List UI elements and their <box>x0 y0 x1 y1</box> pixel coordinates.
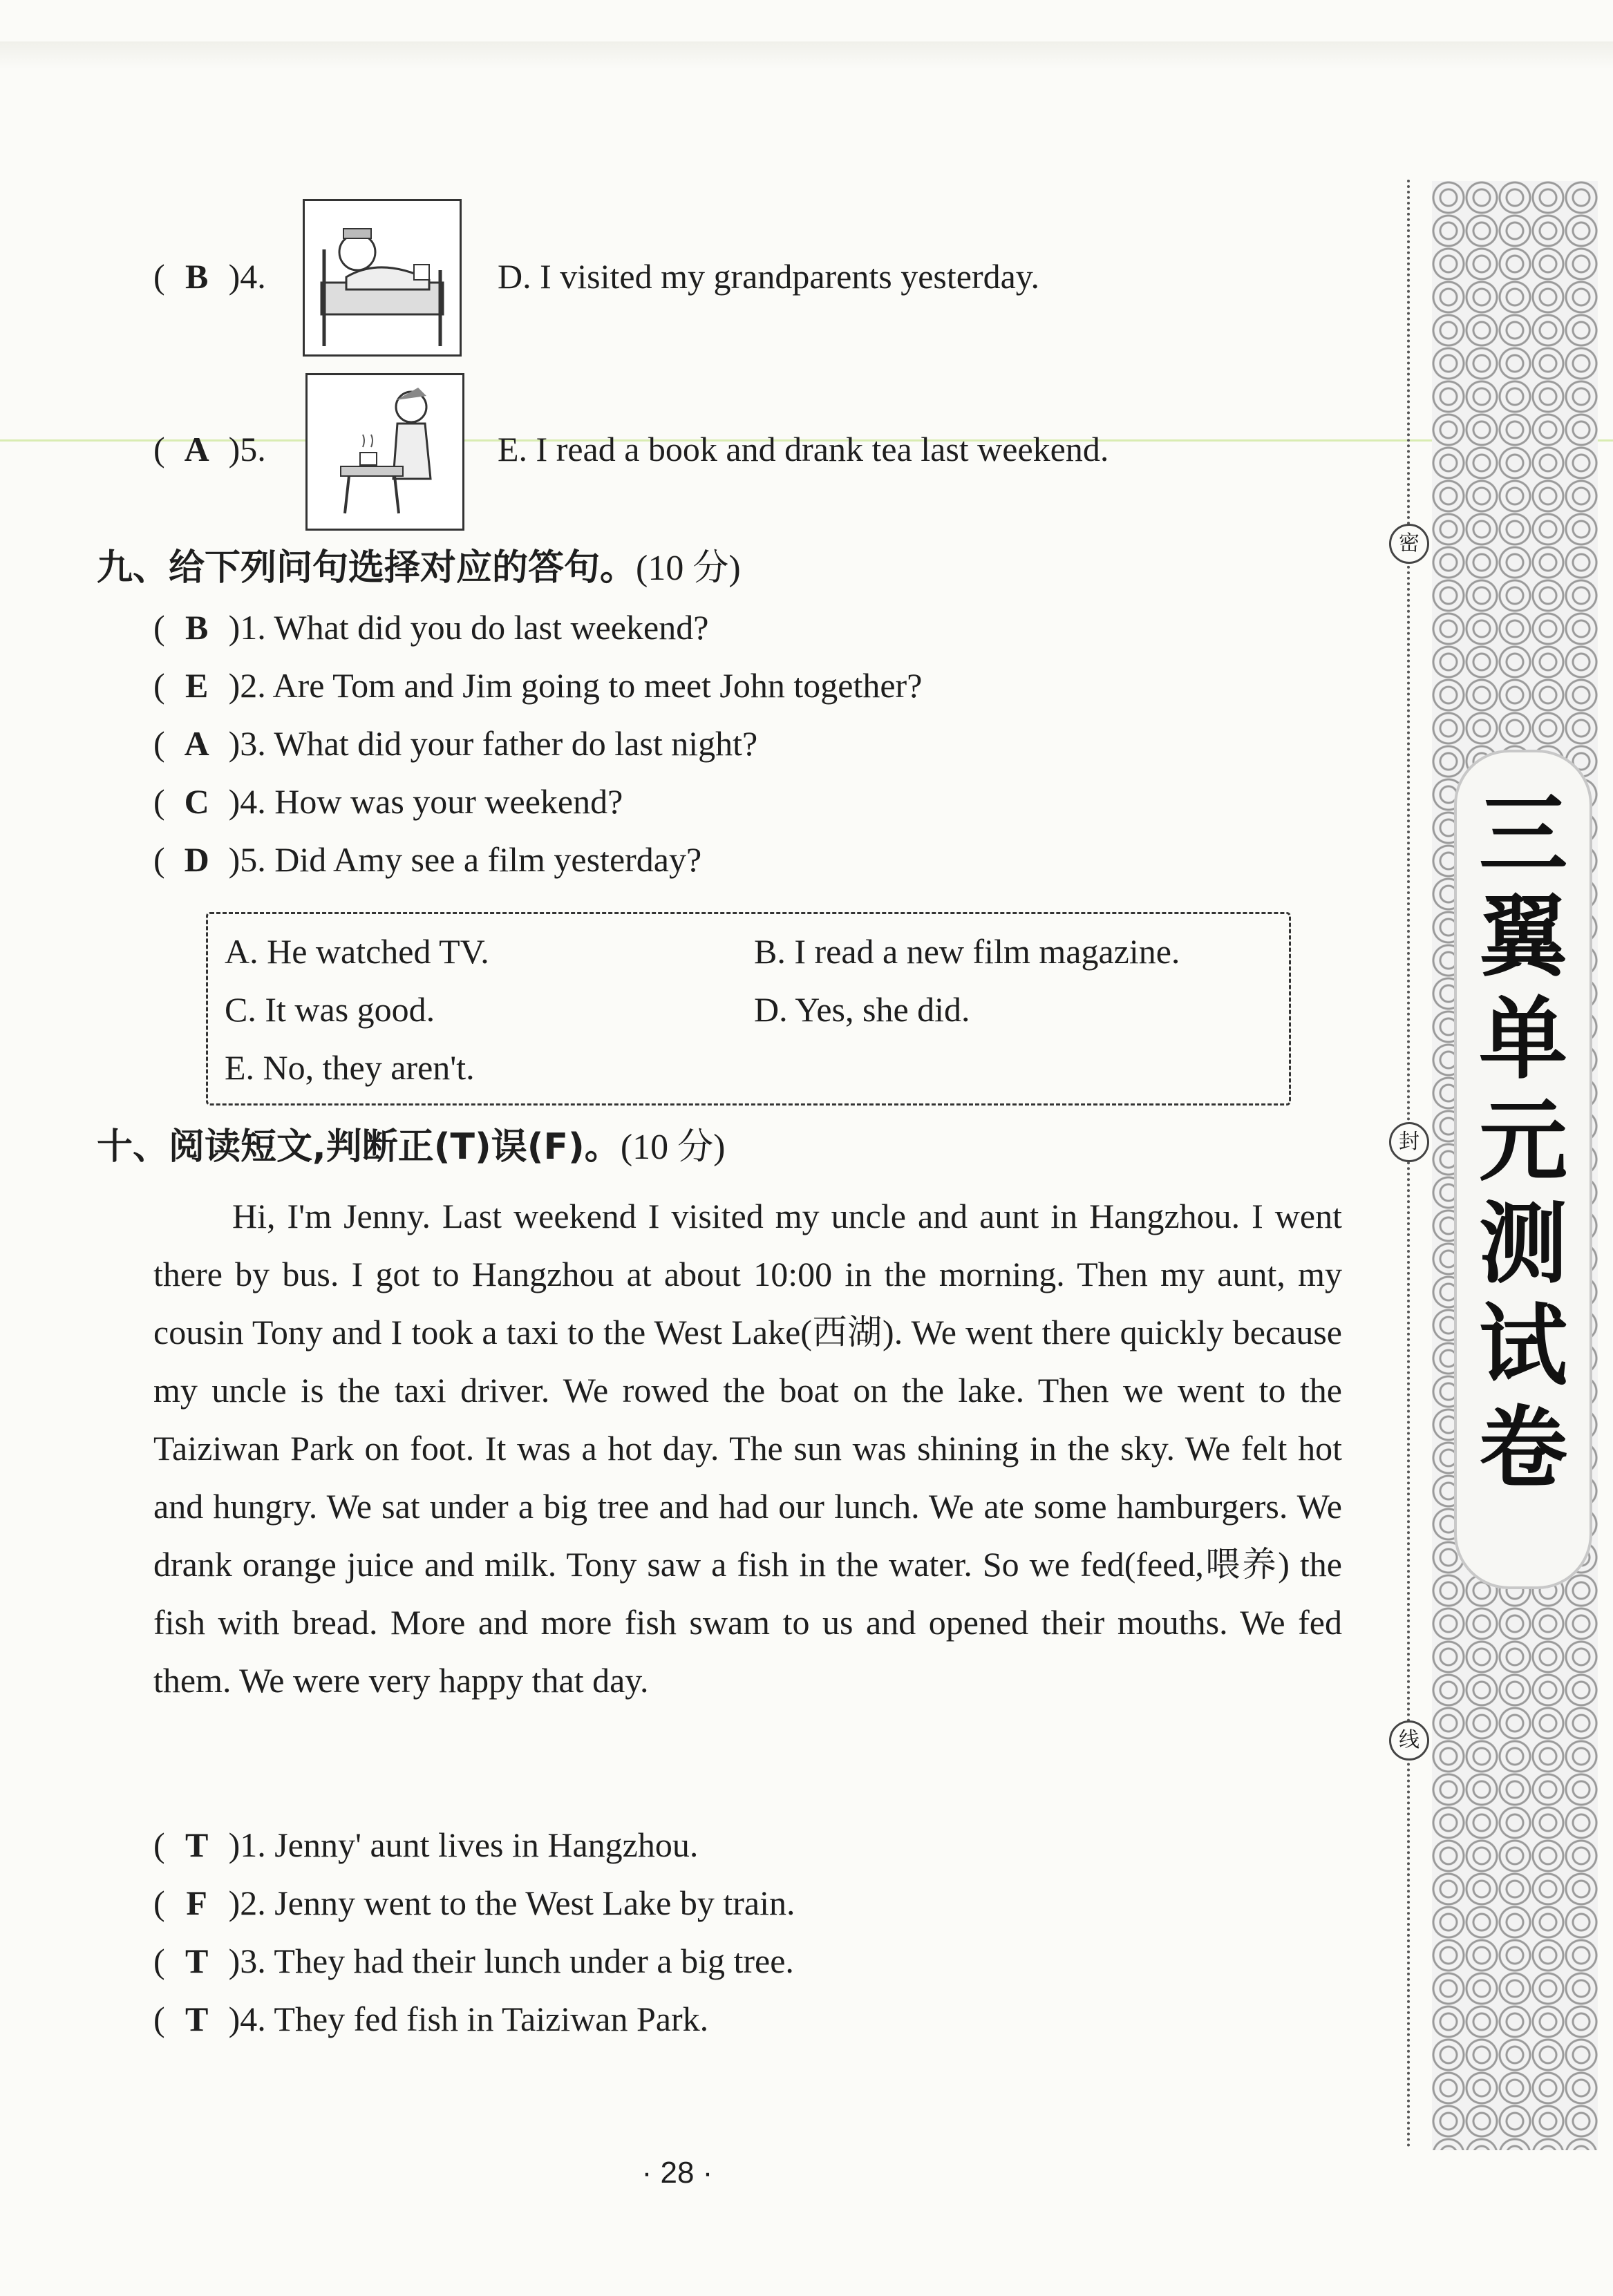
drinking-tea-illustration <box>308 375 462 529</box>
question-text: )3. What did your father do last night? <box>228 724 758 763</box>
answer: B <box>185 257 209 296</box>
option-d: D. Yes, she did. <box>754 990 970 1029</box>
question-text: )5. Did Amy see a film yesterday? <box>228 840 702 879</box>
statement-2: ( F )2. Jenny went to the West Lake by train. <box>153 1884 795 1922</box>
unit-test-title: 三 翼 单 元 测 试 卷 <box>1478 784 1567 1500</box>
answer: T <box>185 1942 209 1980</box>
answer: E <box>185 666 209 705</box>
reading-passage: Hi, I'm Jenny. Last weekend I visited my uncle and aunt in Hangzhou. I went there by bus. I got to Hangzhou at about 10:00 in the morning. Then my aunt, my cousin Tony and I took a taxi to the West Lake(西湖). We went there quickly because my uncle is the taxi driver. We rowed the boat on the lake. Then we went to the Taiziwan Park on foot. It was a hot day. The sun was shining in the sky. We felt hot and hungry. We sat under a big tree and had our lunch. We ate some hamburgers. We drank orange juice and milk. Tony saw a fish in the water. So we fed(feed,喂养) the fish with bread. More and more fish swam to us and opened their mouths. We fed them. We were very happy that day. <box>153 1197 1342 1700</box>
seal-mark-xian: 线 <box>1389 1720 1429 1761</box>
section-9-score: (10 分) <box>636 549 741 588</box>
answer: A <box>184 724 209 763</box>
sick-in-bed-illustration <box>305 201 460 354</box>
question-text: )2. Are Tom and Jim going to meet John together? <box>228 666 923 705</box>
option-a: A. He watched TV. <box>225 932 489 971</box>
answer: F <box>186 1884 207 1922</box>
question-text: )4. How was your weekend? <box>228 782 623 821</box>
option-d: D. I visited my grandparents yesterday. <box>498 257 1040 296</box>
statement-text: )2. Jenny went to the West Lake by train. <box>228 1884 795 1922</box>
seal-mark-mi: 密 <box>1389 524 1429 564</box>
option-c: C. It was good. <box>225 990 435 1029</box>
seal-mark-feng: 封 <box>1389 1122 1429 1162</box>
section-10-score: (10 分) <box>620 1128 726 1167</box>
page-number: · 28 · <box>641 2156 713 2190</box>
answer-options-box <box>206 912 1291 1106</box>
answer: B <box>185 608 209 647</box>
question-text: )1. What did you do last weekend? <box>228 608 709 647</box>
answer: D <box>184 840 209 879</box>
answer: C <box>184 782 209 821</box>
section-9-title: 九、给下列问句选择对应的答句。 <box>97 547 636 589</box>
question-3: ( A )3. What did your father do last night? <box>153 724 758 763</box>
unit-test-title-panel <box>1454 750 1592 1589</box>
item-number: )4. <box>228 257 266 296</box>
option-e: E. No, they aren't. <box>225 1048 475 1087</box>
binding-dotted-line <box>1407 180 1410 2149</box>
statement-4: ( T )4. They fed fish in Taiziwan Park. <box>153 2000 709 2038</box>
statement-text: )3. They had their lunch under a big tree. <box>228 1942 794 1980</box>
statement-text: )4. They fed fish in Taiziwan Park. <box>228 2000 709 2038</box>
question-4: ( C )4. How was your weekend? <box>153 782 623 821</box>
statement-3: ( T )3. They had their lunch under a big tree. <box>153 1942 794 1980</box>
answer: A <box>184 430 209 468</box>
section-10-heading <box>97 1125 725 1170</box>
option-b: B. I read a new film magazine. <box>754 932 1180 971</box>
statement-text: )1. Jenny' aunt lives in Hangzhou. <box>228 1825 699 1864</box>
item-number: )5. <box>228 430 266 468</box>
question-2: ( E )2. Are Tom and Jim going to meet John together? <box>153 666 923 705</box>
scan-top-edge <box>0 41 1613 69</box>
answer: T <box>185 1825 209 1864</box>
section-9-heading <box>97 546 741 591</box>
question-5: ( D )5. Did Amy see a film yesterday? <box>153 840 702 879</box>
sick-in-bed-picture <box>303 199 462 357</box>
matching-item-5: ( A )5. <box>153 430 266 468</box>
answer: T <box>185 2000 209 2038</box>
statement-1: ( T )1. Jenny' aunt lives in Hangzhou. <box>153 1825 699 1864</box>
drinking-tea-picture <box>305 373 464 531</box>
matching-item-4: ( B )4. <box>153 257 266 296</box>
question-1: ( B )1. What did you do last weekend? <box>153 608 709 647</box>
option-e: E. I read a book and drank tea last weekend. <box>498 430 1109 468</box>
section-10-title: 十、阅读短文,判断正(T)误(F)。 <box>97 1126 621 1168</box>
